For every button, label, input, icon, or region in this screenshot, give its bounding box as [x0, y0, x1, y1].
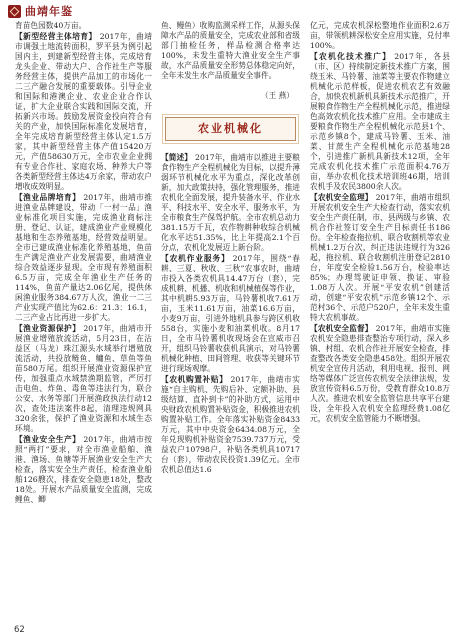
paragraph [161, 254, 300, 374]
paragraph-text: 2017年，各县（市、区）持续制定新技术推广方案，围绕玉米、马铃薯、油菜等主要农作物建立机械化示范样板，促进农机农艺有效融合，加快农机新机具新技术示范推广，开展粮食作物生产全程机械化示范，推进绿色高效农机化技术推广应用。全市建成主要粮食作物生产全程机械化示范县1个、示范乡镇8个，建成马铃薯、玉米、油菜、甘蔗生产全程机械化示范基地28个，引进推广新机具新技术12项，全年完成农机化技术推广示范面积4.76万亩，举办农机化技术培训班46期，培训农机手及农民3800余人次。 [310, 52, 450, 191]
section-heading: 【渔业品牌培育】 [15, 193, 81, 202]
paragraph [310, 21, 450, 51]
paragraph-text: 育苗色园数40万亩。 [15, 21, 87, 30]
section-heading: 【渔业资源保护】 [15, 324, 81, 333]
paragraph [15, 435, 152, 505]
paragraph-text: 2017年，围绕“春耕、三夏、秋收、三秋”农事农时，曲靖市投入各类农机具14.47万台（套），完成机耕、机播、机收和机械植保等作业，其中机耕5.93万亩，马铃薯机收7.61万亩，玉米11.61万亩，油菜16.6万亩，小麦9万亩，引进外地机具参与跨区机收558台，实施小麦和油菜机收。8月17日，全市马铃薯机收现场会在宣威市召开，组织马铃薯收获机具演示，对马铃薯机械化种植、田间管理、收获等关键环节进行现场观摩。 [161, 254, 300, 373]
paragraph-text: 2017年，曲靖市开展渔业增殖放流活动，5月23日，在沾益区（马龙）珠江源头水域举行增殖放流活动，共投放鲢鱼、鳙鱼、草鱼等鱼苗580万尾。组织开展渔业资源保护宣传，加强重点水域禁渔期监管，严厉打击电鱼、炸鱼、毒鱼等违法行为，联合公安、水务等部门开展渔政执法行动12次，查处违法案件8起，清理违规网具320余张，保护了渔业资源和水域生态环境。 [15, 324, 152, 433]
running-title: 曲靖年鉴 [25, 5, 73, 18]
author-credit: （王 燕） [260, 91, 294, 100]
yearbook-logo-icon [8, 5, 21, 18]
section-heading: 【农机作业服务】 [161, 254, 230, 263]
text-column-3 [310, 21, 450, 619]
paragraph-text: 2017年，曲靖市推进渔业品牌建设，带动「一村一品」渔业标准化项目实施，完成渔业商标注册、登记、认证，建成渔业产业规模化基地和生态养殖基地，经营效益明显。全市已建成渔业标准化养殖基地，鱼苗生产满足渔业产业发展需要，曲靖渔业综合效益逐步显现。全市现有养殖面积6.5万亩，完成全年渔业生产任务的114%，鱼苗产量达2.06亿尾，提供休闲渔业服务384.67万人次，渔业一二三产业实现产值比为62.6：21.3：16.1，二三产业占比再进一步扩大。 [15, 193, 152, 322]
page-header [8, 3, 73, 19]
paragraph-text: 2017年，曲靖市实施农机安全隐患排查整治专项行动，深入乡镇、村组、农机合作社开展安全检查，排查整改各类安全隐患458处。组织开展农机安全宣传月活动，利用电视、报刊、网络等媒体广泛宣传农机安全法律法规，发放宣传资料6.5万份，受教育群众10.8万人次。推进农机安全监管信息共享平台建设，全年投入农机安全监理经费1.08亿元，农机安全监管能力不断增强。 [310, 324, 450, 423]
paragraph [15, 21, 152, 31]
section-title-box [165, 117, 296, 141]
paragraph-text: 2017年，曲靖市按照“两打”要求，对全市渔业船舶、渔港、渔场、鱼塘等开展渔业安全生产大检查，落实安全生产责任，检查渔业船舶126艘次，排查安全隐患18处，整改18处。开展水产品质量安全监测，完成鲤鱼、鲫 [15, 435, 152, 504]
paragraph-text: 2017年，曲靖市组织开展农机安全生产大检查行动，落实农机安全生产责任制，市、县两级与乡镇、农机合作社签订安全生产目标责任书186份。全年检查拖拉机、联合收割机等农业机械1.2万台次，纠正违法违规行为326起，拖拉机、联合收割机注册登记2810台，年度安全检验1.56万台，检验率达85%；办理驾驶证申领、换证、审验1.08万人次。开展“平安农机”创建活动，创建“平安农机”示范乡镇12个、示范村36个、示范户520户，全年未发生重特大农机事故。 [310, 193, 450, 322]
text-column-2 [161, 21, 300, 619]
paragraph [15, 324, 152, 434]
section-heading: 【简述】 [161, 153, 193, 162]
paragraph [310, 324, 450, 424]
section-heading: 【新型经营主体培育】 [15, 32, 97, 41]
paragraph [15, 193, 152, 323]
section-heading: 【农机安全监督】 [310, 324, 373, 333]
page-number: 62 [14, 625, 25, 635]
text-column-1 [15, 21, 152, 619]
paragraph-text: 2017年，曲靖市实施“自主购机、先购后补、定额补助、县级结算、直补到卡”的补助方式，运用中央财政农机购置补贴资金，积极推进农机购置补贴工作。全年落实补贴资金8433万元，其中中央资金6434.08万元，全年兑现购机补贴资金7539.737万元，受益农户10798户，补贴各类机具10717台（套），带动农民投资1.39亿元。全市农机总值达1.6 [161, 375, 300, 474]
paragraph-text: 亿元，完成农机深松整地作业面积2.6万亩，带领机耕深松安全应用实施，兑付率100%。 [310, 21, 450, 50]
section-heading: 【渔业安全生产】 [15, 435, 81, 444]
paragraph [161, 375, 300, 475]
paragraph [310, 193, 450, 323]
paragraph [15, 32, 152, 192]
paragraph-text: 2017年，曲靖市以推进主要粮食作物生产全程机械化为目标，以提升薄弱环节机械化水平为重点，深化改革创新，加大政策扶持，强化管理服务，推进农机化全面发展，提升装备水平、作业水平、科技水平、安全水平、服务水平，为全市粮食生产保驾护航。全市农机总动力381.15万千瓦，农作物耕种收综合机械化水平达51.35%，比上年提高2.1个百分点，农机化发展迈上新台阶。 [161, 153, 300, 252]
paragraph [161, 153, 300, 253]
section-heading: 【农机安全监理】 [310, 193, 373, 202]
paragraph [161, 21, 300, 81]
paragraph-text: 鱼、鳗鱼）收购监测采样工作，从源头保障水产品的质量安全，完成农业部和省级部门抽检任务，样品检测合格率达100%，未发生重特大渔业安全生产事故，水产品质量安全形势总体稳定向好，全年未发生水产品质量安全事件。 [161, 21, 300, 80]
section-heading: 【农机购置补贴】 [161, 375, 228, 384]
paragraph [310, 52, 450, 192]
section-title: 农业机械化 [198, 122, 263, 135]
paragraph-text: 2017年，曲靖市调强土地流转面积，罗平县为例引起国内主，到建新型经营主体，完成培育龙头企业、带动大户、合作社生产等服务经营主体，提供产品加工的市场化一二三产融合发展的重要载体。引导企业和国际和港澳企业、农业企业合作认证，扩大企业联合实践和国际交流，开拓新兴市场。鼓励发展资金投向符合有关的产业，加快国际标准化发展培育，全年完成培育新型经营主体认定1.5万家，其中新型经营主体产值15420万元，产值58630万元，全市农业企业拥有专业合作社、家庭农场、种养大户等各类新型经营主体达4万余家，带动农户增收成效明显。 [15, 32, 152, 191]
section-heading: 【农机化技术推广】 [310, 52, 392, 61]
